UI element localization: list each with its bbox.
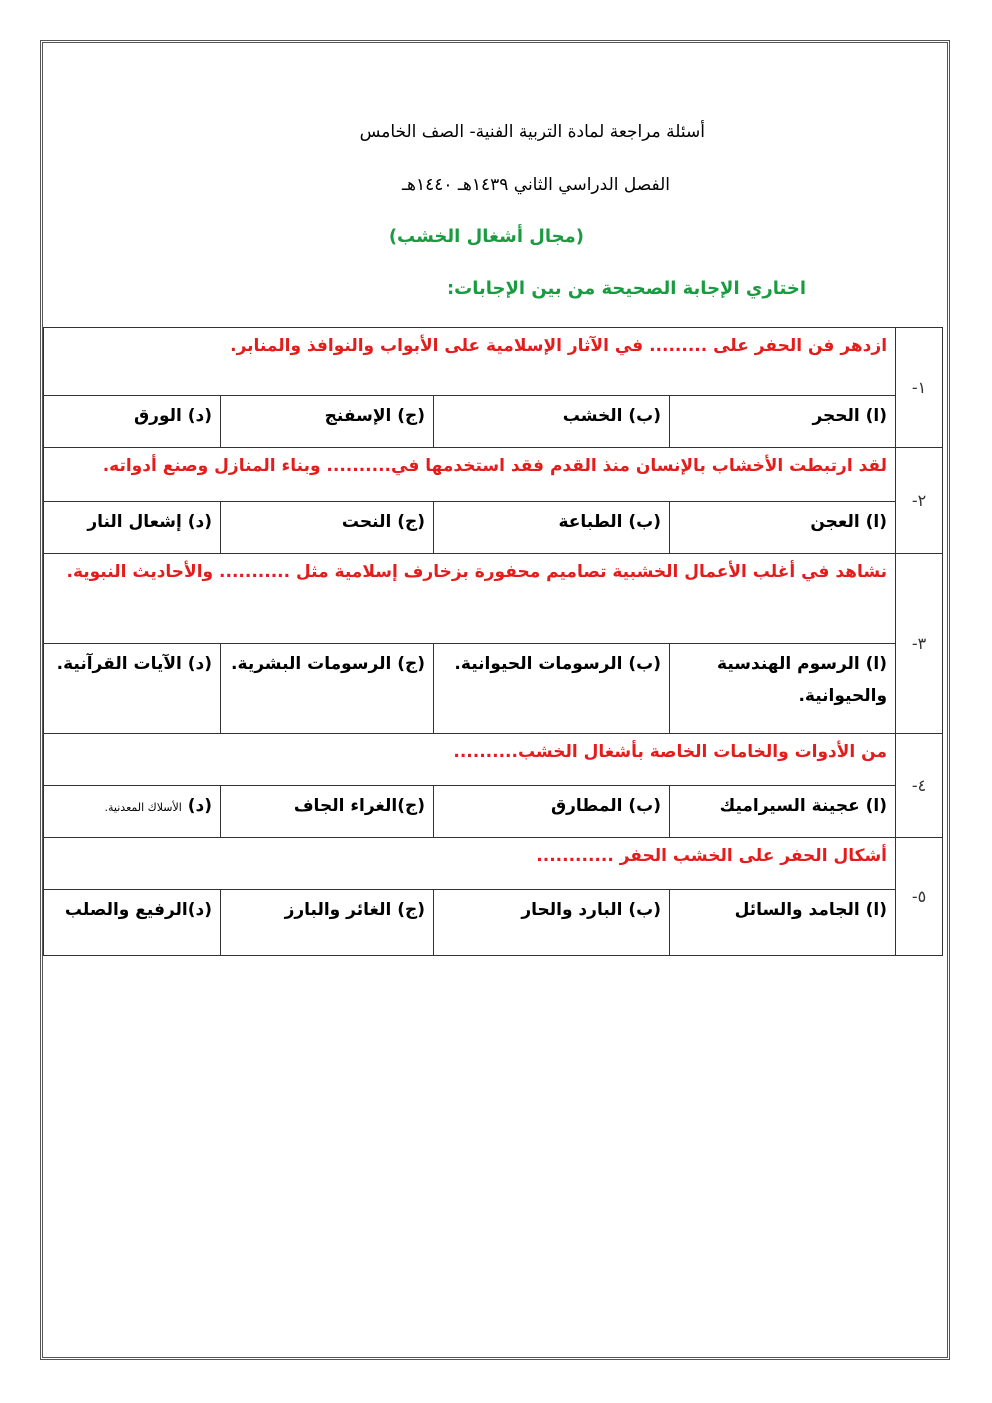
question-text: من الأدوات والخامات الخاصة بأشغال الخشب.......... — [44, 734, 896, 786]
option-c[interactable]: (ج) الإسفنج — [221, 396, 434, 448]
option-d[interactable]: (د) الآيات القرآنية. — [44, 644, 221, 734]
question-row — [44, 448, 943, 502]
option-d-label: (د) — [187, 796, 213, 816]
option-c[interactable]: (ج) النحت — [221, 502, 434, 554]
options-row — [44, 890, 943, 956]
question-row — [44, 734, 943, 786]
question-number: ١- — [896, 328, 943, 448]
option-c[interactable]: (ج)الغراء الجاف — [221, 786, 434, 838]
questions-table — [43, 327, 943, 956]
question-row — [44, 328, 943, 396]
option-a[interactable]: (ا) العجن — [670, 502, 896, 554]
question-number: ٥- — [896, 838, 943, 956]
option-c[interactable]: (ج) الرسومات البشرية. — [221, 644, 434, 734]
instruction-text: اختاري الإجابة الصحيحة من بين الإجابات: — [446, 278, 806, 299]
semester-line: الفصل الدراسي الثاني ١٤٣٩هـ ١٤٤٠هـ — [402, 175, 670, 195]
option-d[interactable]: (د) الورق — [44, 396, 221, 448]
option-d[interactable]: (د) إشعال النار — [44, 502, 221, 554]
section-title: (مجال أشغال الخشب) — [388, 226, 584, 247]
option-d[interactable] — [44, 786, 221, 838]
page-title: أسئلة مراجعة لمادة التربية الفنية- الصف الخامس — [359, 122, 705, 142]
option-b[interactable]: (ب) البارد والحار — [434, 890, 670, 956]
options-row — [44, 786, 943, 838]
option-c[interactable]: (ج) الغائر والبارز — [221, 890, 434, 956]
question-row — [44, 554, 943, 644]
question-text: ازدهر فن الحفر على ......... في الآثار الإسلامية على الأبواب والنوافذ والمنابر. — [44, 328, 896, 396]
option-a[interactable]: (ا) الرسوم الهندسية والحيوانية. — [670, 644, 896, 734]
option-d-small-text: الأسلاك المعدنية. — [104, 801, 182, 814]
options-row — [44, 644, 943, 734]
option-b[interactable]: (ب) الخشب — [434, 396, 670, 448]
option-a[interactable]: (ا) الحجر — [670, 396, 896, 448]
option-b[interactable]: (ب) الرسومات الحيوانية. — [434, 644, 670, 734]
option-a[interactable]: (ا) عجينة السيراميك — [670, 786, 896, 838]
option-b[interactable]: (ب) الطباعة — [434, 502, 670, 554]
question-text: لقد ارتبطت الأخشاب بالإنسان منذ القدم فقد استخدمها في.......... وبناء المنازل وصنع أدواته. — [44, 448, 896, 502]
question-text: نشاهد في أغلب الأعمال الخشبية تصاميم محفورة بزخارف إسلامية مثل ........... والأحاديث النبوية. — [44, 554, 896, 644]
question-row — [44, 838, 943, 890]
options-row — [44, 502, 943, 554]
question-number: ٢- — [896, 448, 943, 554]
question-number: ٤- — [896, 734, 943, 838]
option-d[interactable]: (د)الرفيع والصلب — [44, 890, 221, 956]
option-b[interactable]: (ب) المطارق — [434, 786, 670, 838]
question-text: أشكال الحفر على الخشب الحفر ............ — [44, 838, 896, 890]
option-a[interactable]: (ا) الجامد والسائل — [670, 890, 896, 956]
question-number: ٣- — [896, 554, 943, 734]
options-row — [44, 396, 943, 448]
